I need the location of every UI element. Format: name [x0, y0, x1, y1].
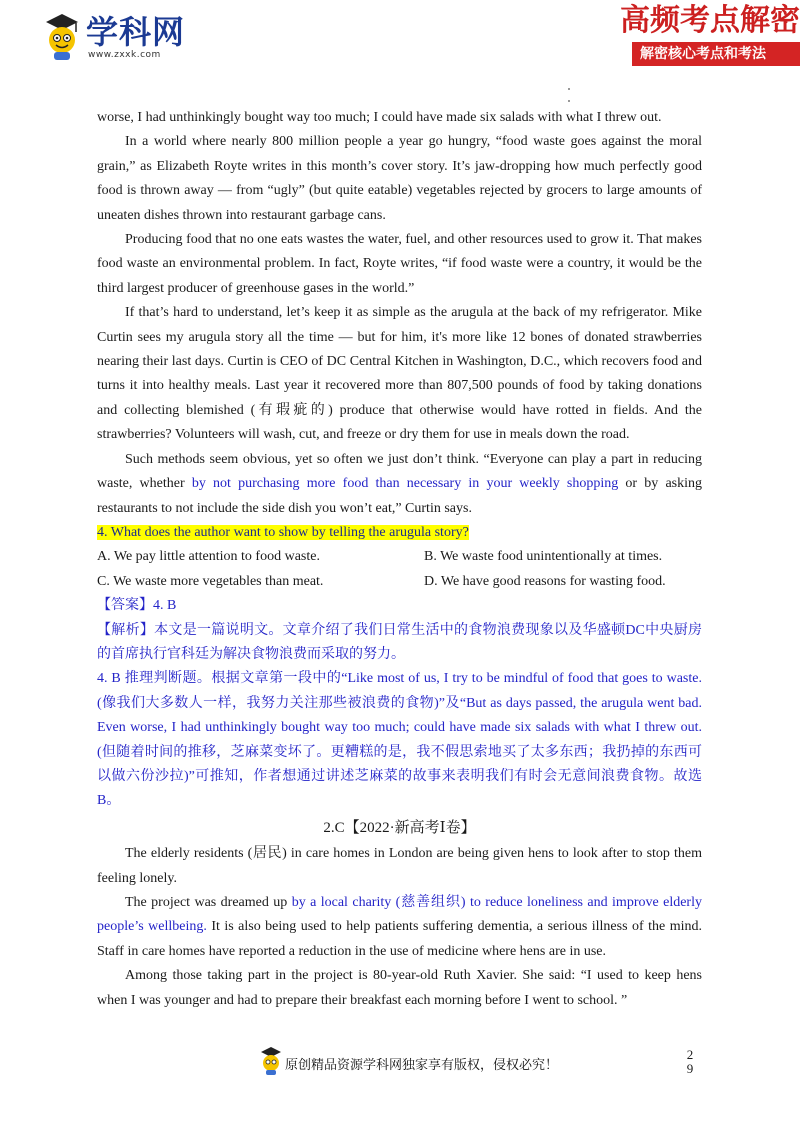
- logo-url: www.zxxk.com: [88, 50, 161, 60]
- options-row: [97, 570, 702, 594]
- option-d: D. We have good reasons for wasting food.: [424, 573, 666, 589]
- page-number-top: 2: [686, 1047, 694, 1062]
- stray-dot: [568, 100, 570, 102]
- article-paragraph: In a world where nearly 800 million people a year go hungry, “food waste goes against the moral grain,” as Elizabeth Royte writes in this month’s cover story. It’s jaw-dropping how much perfectly good food is thrown away — from “ugly” (but quite eatable) vegetables rejected by grocers to large amounts of uneaten dishes thrown into restaurant garbage cans.: [97, 134, 702, 223]
- page-footer: [0, 1044, 800, 1084]
- topic-banner: [618, 2, 800, 70]
- option-c: C. We waste more vegetables than meat.: [97, 573, 324, 589]
- mascot-icon: [40, 12, 84, 62]
- article-paragraph: [97, 448, 702, 521]
- page-content: [97, 106, 702, 1013]
- answer-key: 【答案】4. B: [97, 598, 177, 614]
- section-title: 2.C【2022·新高考Ⅰ卷】: [323, 819, 476, 836]
- banner-subtitle: 解密核心考点和考法: [632, 42, 800, 66]
- answer-analysis: 【解析】本文是一篇说明文。文章介绍了我们日常生活中的食物浪费现象以及华盛顿DC中央厨房的首席执行官科廷为解决食物浪费而采取的努力。: [97, 622, 702, 662]
- question-stem: [97, 521, 702, 545]
- options-row: [97, 545, 702, 569]
- article-paragraph: Producing food that no one eats wastes the water, fuel, and other resources used to grow it. That makes food waste an environmental problem. In fact, Royte writes, “if food waste were a country, it would be the third largest producer of greenhouse gases in the world.”: [97, 232, 702, 296]
- logo-text: 学科网: [86, 13, 186, 51]
- option-b: B. We waste food unintentionally at times.: [424, 549, 663, 565]
- page-number: [685, 1048, 695, 1076]
- question-highlight: 4. What does the author want to show by telling the arugula story?: [97, 524, 469, 540]
- mascot-icon: [258, 1046, 284, 1076]
- text-span: It is also being used to help patients suffering dementia, a serious illness of the mind. Staff in care homes have reported a reduction in the use of medicine where hens are in use.: [97, 919, 702, 959]
- article-paragraph: Among those taking part in the project is 80-year-old Ruth Xavier. She said: “I used to keep hens when I was younger and had to prepare their breakfast each morning before I went to school. ”: [97, 968, 702, 1008]
- text-span: or by asking restaurants to not include the side dish you won’t eat,” Curtin says.: [97, 476, 703, 516]
- site-logo[interactable]: [40, 12, 190, 62]
- highlighted-phrase: by not purchasing more food than necessary in your weekly shopping: [191, 476, 619, 492]
- answer-reasoning: 4. B 推理判断题。根据文章第一段中的“Like most of us, I try to be mindful of food that goes to waste. (像我们大多数人一样，我努力关注那些被浪费的食物)”及“But as days passed, the arugula went bad. Even worse, I had unthinkingly bought way too much; could have made six salads with what I threw out. (但随着时间的推移，芝麻菜变坏了。更糟糕的是，我不假思索地买了太多东西；我扔掉的东西可以做六份沙拉)”可推知，作者想通过讲述芝麻菜的故事来表明我们有时会无意间浪费食物。故选B。: [97, 671, 702, 809]
- stray-dot: [568, 88, 570, 90]
- article-paragraph: The elderly residents (居民) in care homes in London are being given hens to look after to stop them feeling lonely.: [97, 846, 702, 886]
- copyright-text: 原创精品资源学科网独家享有版权，侵权必究！: [285, 1058, 559, 1073]
- article-paragraph: worse, I had unthinkingly bought way too much; I could have made six salads with what I threw out.: [97, 110, 662, 125]
- text-span: Such methods seem obvious, yet so often we just don’t think. “Everyone can play a part in reducing waste, whether: [97, 451, 702, 492]
- page-header: [0, 0, 800, 80]
- text-span: The project was dreamed up: [125, 895, 292, 910]
- highlighted-phrase: by a local charity (慈善组织) to reduce loneliness and improve elderly people’s wellbeing.: [97, 895, 702, 935]
- banner-title: 高频考点解密: [620, 3, 800, 38]
- page-number-bottom: 9: [686, 1061, 694, 1076]
- article-paragraph: [97, 891, 702, 964]
- article-paragraph: If that’s hard to understand, let’s keep it as simple as the arugula at the back of my refrigerator. Mike Curtin sees my arugula story all the time — but for him, it's more like 12 bones of donated strawberries nearing their last days. Curtin is CEO of DC Central Kitchen in Washington, D.C., which recovers food and turns it into healthy meals. Last year it recovered more than 807,500 pounds of food by taking donations and collecting blemished (有瑕疵的) produce that otherwise would have rotted in fields. And the strawberries? Volunteers will wash, cut, and freeze or dry them for use in meals down the road.: [97, 305, 702, 443]
- option-a: A. We pay little attention to food waste.: [97, 549, 320, 565]
